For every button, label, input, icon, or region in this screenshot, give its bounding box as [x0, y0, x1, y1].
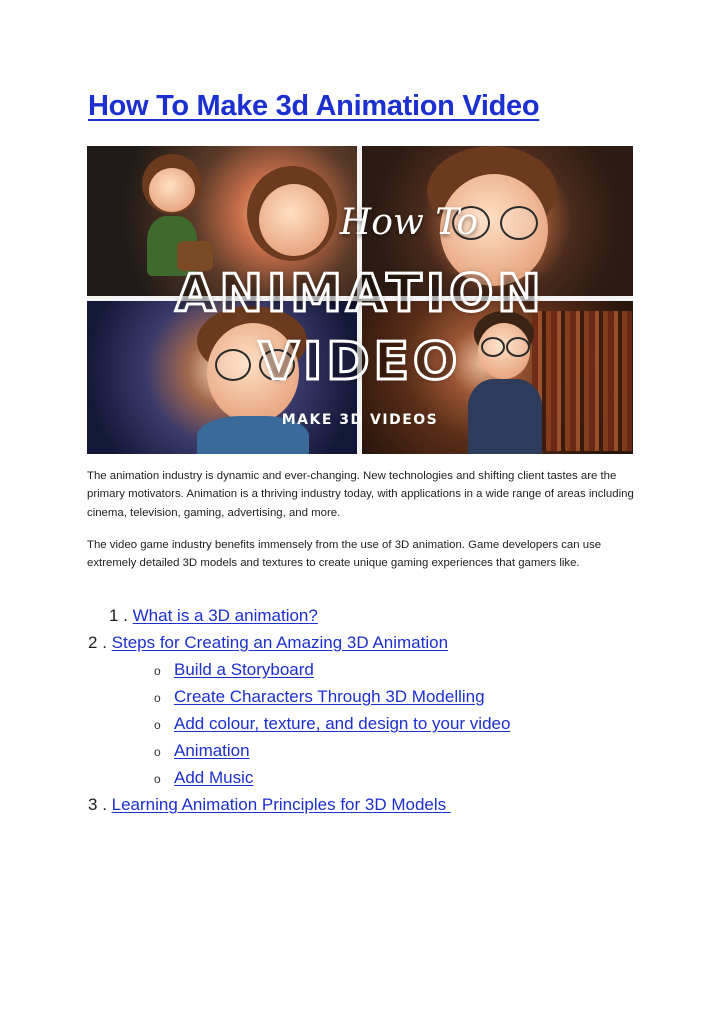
- bullet-icon: o: [154, 717, 161, 732]
- game-industry-paragraph: The video game industry benefits immensely from the use of 3D animation. Game developers can use extremely detailed 3D models and textures to create unique gaming experiences that gamers like.: [87, 539, 602, 570]
- toc-link-characters[interactable]: Create Characters Through 3D Modelling: [174, 687, 485, 706]
- bullet-icon: o: [154, 663, 161, 678]
- bullet-icon: o: [154, 744, 161, 759]
- toc-subitem: [154, 687, 485, 707]
- toc-number: 2: [88, 633, 98, 652]
- toc-link-animation-principles[interactable]: Learning Animation Principles for 3D Models: [111, 795, 451, 814]
- toc-separator: .: [97, 633, 112, 652]
- hero-image: [87, 146, 633, 454]
- bullet-icon: o: [154, 771, 161, 786]
- toc-subitem: [154, 714, 510, 734]
- toc-number: 3: [88, 795, 98, 814]
- hero-subheadline: MAKE 3D VIDEOS: [281, 412, 439, 428]
- bullet-icon: o: [154, 690, 161, 705]
- toc-link-what-is-3d-animation[interactable]: What is a 3D animation?: [132, 606, 318, 625]
- hero-headline-line1: ANIMATION: [175, 264, 545, 324]
- toc-link-add-music[interactable]: Add Music: [174, 768, 254, 787]
- toc-link-steps[interactable]: Steps for Creating an Amazing 3D Animation: [111, 633, 449, 652]
- page-title[interactable]: How To Make 3d Animation Video: [88, 90, 540, 122]
- toc-separator: .: [118, 606, 133, 625]
- hero-overlay-text: [87, 146, 633, 454]
- toc-item-3: [88, 795, 451, 815]
- toc-item-1: [109, 606, 318, 626]
- intro-paragraph: The animation industry is dynamic and ever-changing. New technologies and shifting client tastes are the primary motivators. Animation is a thriving industry today, with applications in a wide range of areas including cinema, television, gaming, advertising, and more.: [87, 470, 634, 519]
- toc-subitem: [154, 660, 314, 680]
- toc-link-animation[interactable]: Animation: [174, 741, 250, 760]
- toc-subitem: [154, 741, 250, 761]
- toc-subitem: [154, 768, 253, 788]
- hero-headline-line2: VIDEO: [258, 332, 462, 392]
- toc-link-storyboard[interactable]: Build a Storyboard: [174, 660, 314, 679]
- toc-item-2: [88, 633, 448, 653]
- hero-script-text: How To: [339, 202, 479, 243]
- toc-separator: .: [97, 795, 112, 814]
- toc-number: 1: [109, 606, 119, 625]
- toc-link-colour-texture[interactable]: Add colour, texture, and design to your video: [174, 714, 511, 733]
